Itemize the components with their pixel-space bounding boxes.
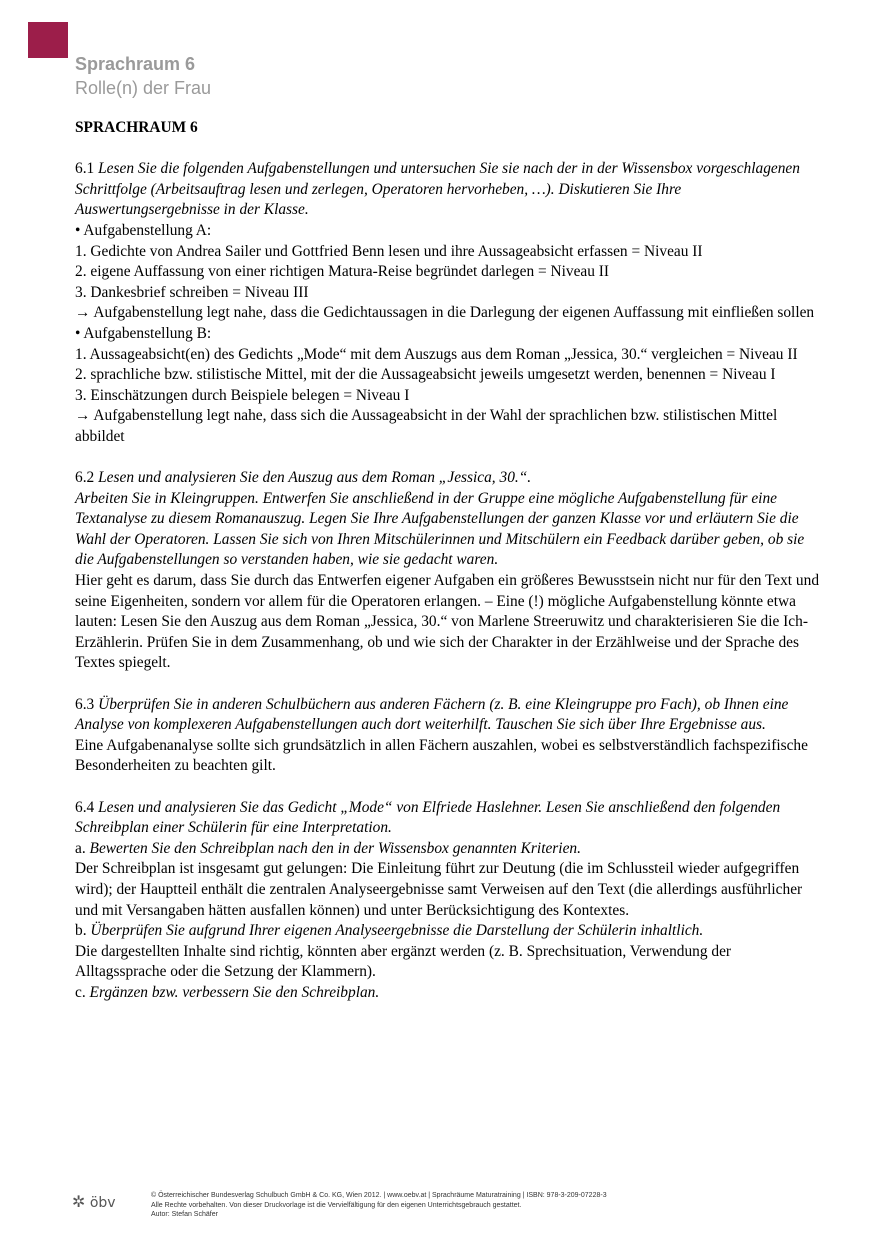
list-item: 3. Einschätzungen durch Beispiele belegen = Niveau I bbox=[75, 386, 410, 404]
subtask-b bbox=[75, 921, 820, 942]
task-number: 6.3 bbox=[75, 695, 95, 713]
footer-copyright bbox=[151, 1191, 607, 1220]
task-6-3 bbox=[75, 695, 820, 736]
task-instruction-continued bbox=[75, 489, 820, 571]
task-number: 6.1 bbox=[75, 160, 95, 178]
document-body bbox=[75, 118, 820, 1004]
task-instruction: Lesen und analysieren Sie das Gedicht „Mode“ von Elfriede Haslehner. Lesen Sie anschließend den folgenden Schreibplan einer Schülerin für eine Interpretation. bbox=[75, 798, 781, 837]
task-number: 6.2 bbox=[75, 469, 95, 487]
task-number: 6.4 bbox=[75, 798, 95, 816]
answer-text: Hier geht es darum, dass Sie durch das Entwerfen eigener Aufgaben ein größeres Bewusstsein nicht nur für den Text und seine Eigenheiten, sondern vor allem für die Operatoren erlangen. – Eine (!) mögliche Aufgabenstellung könnte etwa lauten: Lesen Sie den Auszug aus dem Roman „Jessica, 30.“ von Marlene Streeruwitz und charakterisieren Sie die Ich-Erzählerin. Prüfen Sie in dem Zusammenhang, ob und wie sich der Charakter in der Erzählweise und der Sprache des Textes spiegelt. bbox=[75, 572, 820, 672]
subtask-prefix: a. bbox=[75, 839, 86, 857]
task-6-4 bbox=[75, 798, 820, 839]
brand-square-logo bbox=[28, 22, 68, 58]
list-label: • Aufgabenstellung B: bbox=[75, 324, 212, 342]
subtask-instruction: Bewerten Sie den Schreibplan nach den in der Wissensbox genannten Kriterien. bbox=[89, 839, 581, 857]
subtask-prefix: c. bbox=[75, 983, 86, 1001]
list-label: • Aufgabenstellung A: bbox=[75, 221, 212, 239]
task-6-1 bbox=[75, 159, 820, 221]
obv-star-icon: ✲ bbox=[72, 1192, 86, 1211]
list-item: 2. eigene Auffassung von einer richtigen Matura-Reise begründet darlegen = Niveau II bbox=[75, 263, 610, 281]
note-arrow-text: → Aufgabenstellung legt nahe, dass sich die Aussageabsicht in der Wahl der sprachlichen bzw. stilistischen Mittel abbildet bbox=[75, 407, 778, 445]
spacer bbox=[75, 777, 820, 798]
note-arrow-text: → Aufgabenstellung legt nahe, dass die Gedichtaussagen in die Darlegung der eigenen Auffassung mit einfließen sollen bbox=[75, 304, 815, 322]
task-6-2 bbox=[75, 468, 820, 489]
header-title: Sprachraum 6 bbox=[75, 54, 196, 74]
publisher-logo bbox=[72, 1192, 116, 1211]
subtask-instruction: Überprüfen Sie aufgrund Ihrer eigenen Analyseergebnisse die Darstellung der Schülerin inhaltlich. bbox=[90, 922, 704, 940]
answer-text: Die dargestellten Inhalte sind richtig, könnten aber ergänzt werden (z. B. Sprechsituation, Verwendung der Alltagssprache oder die Setzung der Klammern). bbox=[75, 942, 732, 981]
footer-line: © Österreichischer Bundesverlag Schulbuch GmbH & Co. KG, Wien 2012. | www.oebv.at | Sprachräume Maturatraining | ISBN: 978-3-209-07228-3 bbox=[151, 1192, 607, 1199]
subtask-instruction: Ergänzen bzw. verbessern Sie den Schreibplan. bbox=[89, 983, 380, 1001]
footer-line: Autor: Stefan Schäfer bbox=[151, 1211, 218, 1218]
subtask-c bbox=[75, 983, 820, 1004]
footer-line: Alle Rechte vorbehalten. Von dieser Druckvorlage ist die Vervielfältigung für den eigenen Unterrichtsgebrauch gestattet. bbox=[151, 1201, 522, 1209]
subtask-prefix: b. bbox=[75, 922, 87, 940]
subtask-a bbox=[75, 839, 820, 860]
list-item: 1. Aussageabsicht(en) des Gedichts „Mode“ mit dem Auszugs aus dem Roman „Jessica, 30.“ vergleichen = Niveau II bbox=[75, 345, 798, 363]
answer-text: Eine Aufgabenanalyse sollte sich grundsätzlich in allen Fächern auszahlen, wobei es selbstverständlich fachspezifische Besonderheiten zu beachten gilt. bbox=[75, 736, 808, 775]
task-instruction: Arbeiten Sie in Kleingruppen. Entwerfen Sie anschließend in der Gruppe eine mögliche Aufgabenstellung für eine Textanalyse zu diesem Romanauszug. Legen Sie Ihre Aufgabenstellungen der ganzen Klasse vor und erläutern Sie die Wahl der Operatoren. Lassen Sie sich von Ihren Mitschülerinnen und Mitschülern ein Feedback darüber geben, ob sie die Aufgabenstellungen so verstanden haben, wie sie gedacht waren. bbox=[75, 489, 805, 569]
list-item: 2. sprachliche bzw. stilistische Mittel, mit der die Aussageabsicht jeweils umgesetzt werden, benennen = Niveau I bbox=[75, 366, 776, 384]
task-instruction: Lesen und analysieren Sie den Auszug aus dem Roman „Jessica, 30.“. bbox=[98, 469, 532, 487]
list-item: 3. Dankesbrief schreiben = Niveau III bbox=[75, 283, 309, 301]
section-heading: SPRACHRAUM 6 bbox=[75, 119, 198, 136]
spacer bbox=[75, 674, 820, 695]
task-instruction: Lesen Sie die folgenden Aufgabenstellungen und untersuchen Sie sie nach der in der Wissensbox vorgeschlagenen Schrittfolge (Arbeitsauftrag lesen und zerlegen, Operatoren hervorheben, …). Diskutieren Sie Ihre Auswertungsergebnisse in der Klasse. bbox=[75, 160, 800, 219]
task-instruction: Überprüfen Sie in anderen Schulbüchern aus anderen Fächern (z. B. eine Kleingruppe pro Fach), ob Ihnen eine Analyse von komplexeren Aufgabenstellungen auch dort weiterhilft. Tauschen Sie sich über Ihre Ergebnisse aus. bbox=[75, 695, 789, 734]
publisher-logo-text: öbv bbox=[89, 1195, 116, 1211]
header-subtitle: Rolle(n) der Frau bbox=[75, 78, 212, 98]
spacer bbox=[75, 448, 820, 469]
answer-text: Der Schreibplan ist insgesamt gut gelungen: Die Einleitung führt zur Deutung (die im Schlussteil wieder aufgegriffen wird); der Hauptteil enthält die zentralen Analyseergebnisse samt Verweisen auf den Text (die allerdings ausführlicher und mit Versangaben hätten ausfallen können) und unter Berücksichtigung des Kontextes. bbox=[75, 860, 803, 919]
list-item: 1. Gedichte von Andrea Sailer und Gottfried Benn lesen und ihre Aussageabsicht erfassen = Niveau II bbox=[75, 242, 703, 260]
